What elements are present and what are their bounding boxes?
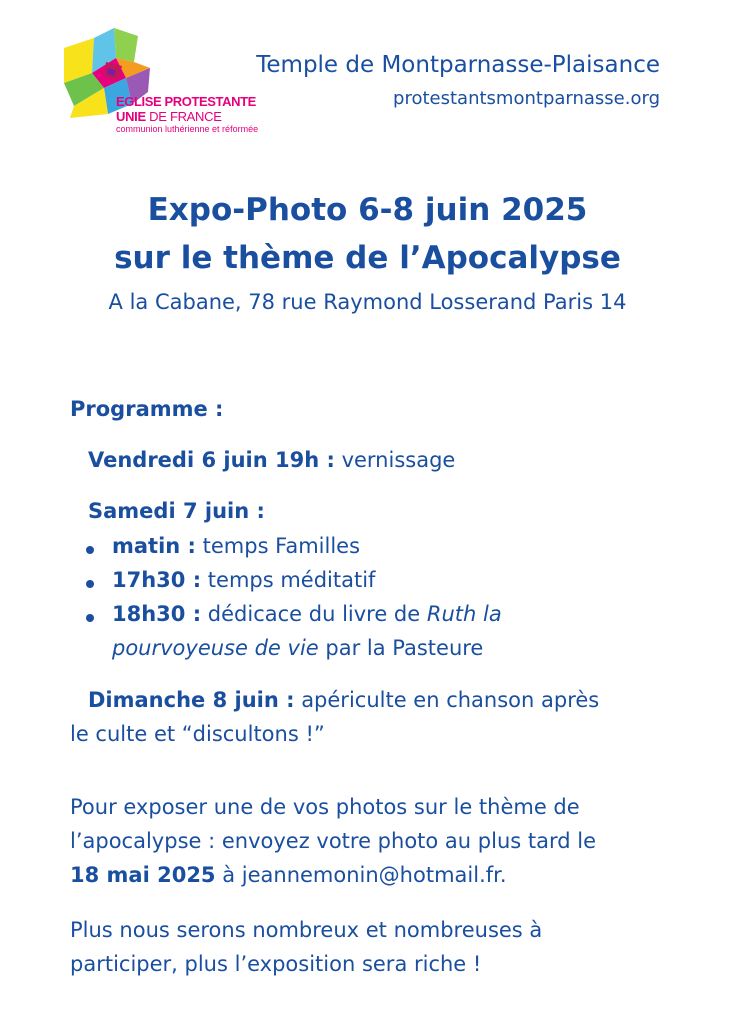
closing-line-2: participer, plus l’exposition sera riche ! — [70, 952, 482, 976]
bullet-icon — [86, 614, 94, 622]
programme-heading: Programme : — [70, 397, 224, 421]
bullet-icon — [86, 546, 94, 554]
sunday-entry: Dimanche 8 juin : apériculte en chanson après — [88, 688, 600, 712]
list-item: matin : temps Familles — [112, 534, 361, 558]
sunday-entry-continuation: le culte et “discultons !” — [70, 722, 325, 746]
temple-name: Temple de Montparnasse-Plaisance — [256, 52, 660, 78]
call-line-1: Pour exposer une de vos photos sur le thème de — [70, 795, 580, 819]
call-line-3: 18 mai 2025 à jeannemonin@hotmail.fr. — [70, 863, 507, 887]
logo-line-2: UNIE DE FRANCE — [116, 109, 222, 124]
closing-line-1: Plus nous serons nombreux et nombreuses à — [70, 918, 543, 942]
logo-line-1: EGLISE PROTESTANTE — [116, 94, 256, 109]
church-logo — [64, 28, 284, 140]
saturday-heading: Samedi 7 juin : — [88, 499, 265, 523]
friday-entry: Vendredi 6 juin 19h : vernissage — [88, 448, 456, 472]
bullet-icon — [86, 580, 94, 588]
website-link[interactable]: protestantsmontparnasse.org — [393, 88, 660, 109]
call-line-2: l’apocalypse : envoyez votre photo au plus tard le — [70, 829, 596, 853]
page-title: Expo-Photo 6-8 juin 2025 — [147, 192, 588, 228]
page-subtitle: sur le thème de l’Apocalypse — [114, 240, 621, 276]
list-item: 17h30 : temps méditatif — [112, 568, 376, 592]
list-item-continuation: pourvoyeuse de vie par la Pasteure — [112, 636, 484, 660]
event-address: A la Cabane, 78 rue Raymond Losserand Paris 14 — [108, 290, 627, 314]
logo-line-3: communion luthérienne et réformée — [116, 124, 259, 134]
list-item: 18h30 : dédicace du livre de Ruth la — [112, 602, 502, 626]
